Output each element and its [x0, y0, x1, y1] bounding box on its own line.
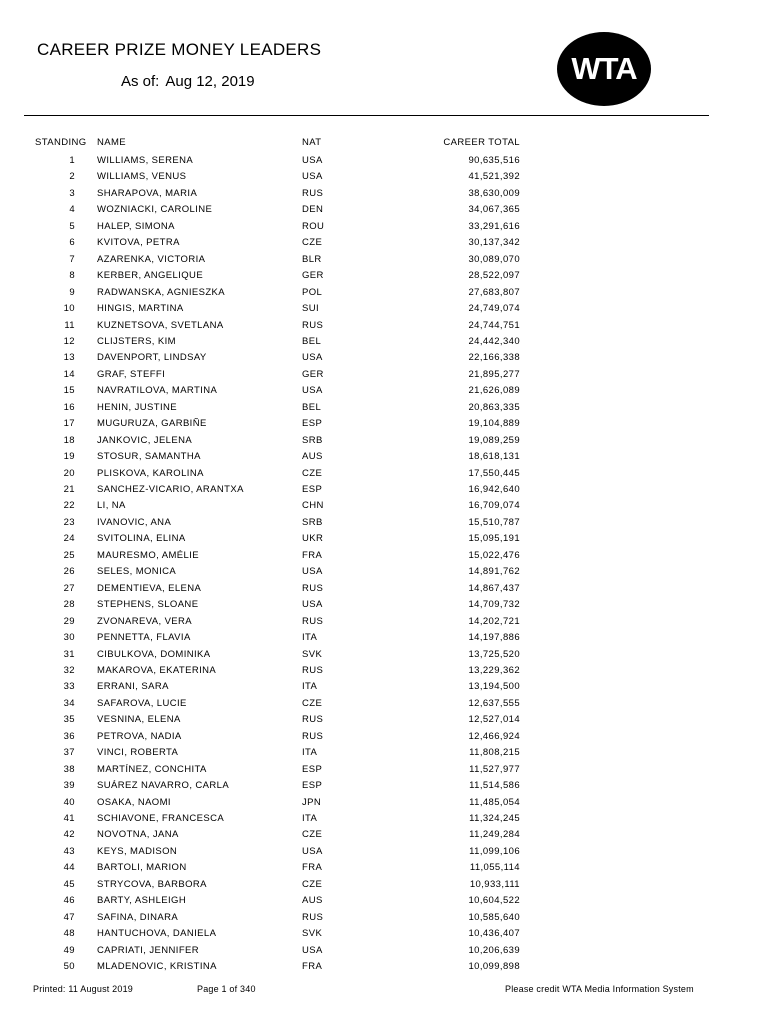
nat-cell: USA	[302, 171, 323, 183]
standing-cell: 37	[63, 747, 75, 759]
name-cell: STRYCOVA, BARBORA	[97, 878, 207, 890]
nat-cell: USA	[302, 944, 323, 956]
standing-cell: 43	[63, 845, 75, 857]
career-total-cell: 34,067,365	[468, 204, 520, 216]
standing-cell: 42	[63, 829, 75, 841]
career-total-cell: 15,510,787	[468, 516, 520, 528]
standing-cell: 9	[69, 286, 75, 298]
name-cell: IVANOVIC, ANA	[97, 516, 172, 528]
career-total-cell: 10,604,522	[468, 895, 520, 907]
name-cell: MLADENOVIC, KRISTINA	[97, 961, 217, 972]
column-headers	[0, 135, 768, 151]
career-total-cell: 11,249,284	[469, 829, 520, 841]
table-row	[0, 449, 768, 465]
nat-cell: ESP	[302, 484, 323, 495]
nat-cell: USA	[302, 352, 323, 364]
nat-cell: RUS	[302, 730, 324, 742]
page-number: Page 1 of 340	[197, 984, 256, 994]
career-total-cell: 24,744,751	[468, 319, 520, 331]
name-cell: DEMENTIEVA, ELENA	[97, 582, 202, 594]
career-total-cell: 41,521,392	[468, 171, 520, 183]
header-divider	[24, 115, 709, 116]
career-total-cell: 12,637,555	[468, 697, 520, 709]
career-total-cell: 28,522,097	[468, 270, 520, 282]
career-total-cell: 10,099,898	[468, 961, 520, 972]
name-cell: NOVOTNA, JANA	[97, 829, 179, 841]
standing-cell: 19	[63, 451, 75, 463]
career-total-cell: 19,089,259	[468, 434, 520, 446]
table-row	[0, 647, 768, 663]
career-total-cell: 24,442,340	[468, 335, 520, 347]
career-total-cell: 11,514,586	[469, 780, 520, 792]
name-cell: DAVENPORT, LINDSAY	[97, 352, 207, 364]
table-row	[0, 795, 768, 811]
career-total-cell: 11,485,054	[469, 796, 520, 808]
nat-cell: ITA	[302, 632, 318, 643]
standing-cell: 38	[63, 763, 75, 775]
career-total-cell: 33,291,616	[468, 220, 520, 232]
standing-cell: 40	[63, 796, 75, 808]
name-cell: CAPRIATI, JENNIFER	[97, 944, 200, 956]
standing-cell: 44	[63, 862, 75, 874]
table-row	[0, 860, 768, 876]
nat-cell: FRA	[302, 549, 323, 561]
standing-cell: 31	[63, 648, 75, 660]
table-row	[0, 581, 768, 597]
name-cell: ZVONAREVA, VERA	[97, 615, 193, 627]
name-cell: OSAKA, NAOMI	[97, 796, 171, 808]
standing-cell: 12	[63, 335, 75, 347]
name-cell: SAFINA, DINARA	[97, 911, 179, 923]
table-row	[0, 548, 768, 564]
table-row	[0, 663, 768, 679]
logo-text: WTA	[571, 51, 637, 86]
name-cell: HANTUCHOVA, DANIELA	[97, 928, 217, 940]
nat-cell: CZE	[302, 467, 323, 479]
career-total-cell: 15,022,476	[468, 549, 520, 561]
as-of-label: As of:	[121, 73, 160, 90]
table-row	[0, 400, 768, 416]
name-cell: WILLIAMS, VENUS	[97, 171, 187, 183]
career-total-cell: 30,137,342	[468, 237, 520, 249]
table-row	[0, 219, 768, 235]
nat-cell: FRA	[302, 961, 323, 972]
standing-cell: 36	[63, 730, 75, 742]
name-cell: HINGIS, MARTINA	[97, 303, 184, 314]
nat-cell: USA	[302, 566, 323, 578]
career-total-cell: 16,709,074	[468, 500, 520, 512]
career-total-cell: 11,099,106	[469, 845, 520, 857]
name-cell: MAURESMO, AMÉLIE	[97, 549, 199, 561]
name-cell: HALEP, SIMONA	[97, 220, 175, 232]
nat-cell: CZE	[302, 878, 323, 890]
standing-cell: 45	[63, 878, 75, 890]
career-total-cell: 30,089,070	[468, 253, 520, 265]
table-row	[0, 466, 768, 482]
name-cell: STEPHENS, SLOANE	[97, 599, 199, 611]
standing-cell: 41	[63, 813, 75, 824]
career-total-cell: 12,527,014	[468, 714, 520, 726]
table-row	[0, 202, 768, 218]
nat-cell: CHN	[302, 500, 324, 512]
name-cell: VESNINA, ELENA	[97, 714, 181, 726]
career-total-cell: 14,197,886	[468, 632, 520, 643]
name-cell: BARTOLI, MARION	[97, 862, 187, 874]
name-cell: VINCI, ROBERTA	[97, 747, 179, 759]
career-total-cell: 20,863,335	[468, 401, 520, 413]
career-total-cell: 14,891,762	[468, 566, 520, 578]
standing-cell: 2	[69, 171, 75, 183]
nat-cell: SRB	[302, 516, 323, 528]
nat-cell: SVK	[302, 648, 323, 660]
standing-cell: 29	[63, 615, 75, 627]
nat-cell: RUS	[302, 319, 324, 331]
table-row	[0, 910, 768, 926]
nat-cell: USA	[302, 599, 323, 611]
career-total-cell: 38,630,009	[468, 187, 520, 199]
table-row	[0, 186, 768, 202]
name-cell: JANKOVIC, JELENA	[97, 434, 193, 446]
table-row	[0, 350, 768, 366]
standing-cell: 6	[69, 237, 75, 249]
career-total-cell: 11,324,245	[469, 813, 520, 824]
career-total-cell: 21,895,277	[468, 368, 520, 380]
table-row	[0, 153, 768, 169]
header-career-total: CAREER TOTAL	[443, 137, 520, 148]
name-cell: SAFAROVA, LUCIE	[97, 697, 187, 709]
standing-cell: 25	[63, 549, 75, 561]
career-total-cell: 13,229,362	[468, 665, 520, 676]
nat-cell: ESP	[302, 780, 323, 792]
career-total-cell: 14,867,437	[468, 582, 520, 594]
standing-cell: 8	[69, 270, 75, 282]
header-name: NAME	[97, 137, 127, 148]
nat-cell: ROU	[302, 220, 325, 232]
nat-cell: UKR	[302, 533, 324, 545]
career-total-cell: 16,942,640	[468, 484, 520, 495]
nat-cell: BEL	[302, 401, 322, 413]
table-row	[0, 416, 768, 432]
nat-cell: CZE	[302, 829, 323, 841]
career-total-cell: 10,933,111	[469, 878, 520, 890]
name-cell: CLIJSTERS, KIM	[97, 335, 176, 347]
nat-cell: ITA	[302, 681, 318, 693]
table-row	[0, 696, 768, 712]
nat-cell: POL	[302, 286, 323, 298]
table-row	[0, 811, 768, 827]
nat-cell: RUS	[302, 615, 324, 627]
name-cell: AZARENKA, VICTORIA	[97, 253, 206, 265]
standing-cell: 27	[63, 582, 75, 594]
nat-cell: SUI	[302, 303, 320, 314]
table-row	[0, 268, 768, 284]
table-row	[0, 367, 768, 383]
table-row	[0, 531, 768, 547]
name-cell: NAVRATILOVA, MARTINA	[97, 385, 218, 397]
table-row	[0, 564, 768, 580]
standing-cell: 33	[63, 681, 75, 693]
nat-cell: USA	[302, 155, 323, 166]
nat-cell: RUS	[302, 911, 324, 923]
career-total-cell: 24,749,074	[468, 303, 520, 314]
standing-cell: 4	[69, 204, 75, 216]
nat-cell: BEL	[302, 335, 322, 347]
standing-cell: 20	[63, 467, 75, 479]
name-cell: STOSUR, SAMANTHA	[97, 451, 201, 463]
standing-cell: 35	[63, 714, 75, 726]
standing-cell: 39	[63, 780, 75, 792]
standing-cell: 24	[63, 533, 75, 545]
standing-cell: 28	[63, 599, 75, 611]
standing-cell: 34	[63, 697, 75, 709]
credit-line: Please credit WTA Media Information System	[505, 984, 694, 994]
name-cell: GRAF, STEFFI	[97, 368, 166, 380]
name-cell: RADWANSKA, AGNIESZKA	[97, 286, 226, 298]
nat-cell: RUS	[302, 714, 324, 726]
header-standing: STANDING	[35, 137, 87, 148]
standing-cell: 15	[63, 385, 75, 397]
printed-date: Printed: 11 August 2019	[33, 984, 134, 994]
wta-logo	[556, 31, 652, 107]
header-nat: NAT	[302, 137, 322, 148]
name-cell: KEYS, MADISON	[97, 845, 178, 857]
standing-cell: 26	[63, 566, 75, 578]
career-total-cell: 12,466,924	[468, 730, 520, 742]
table-row	[0, 614, 768, 630]
standing-cell: 1	[69, 155, 75, 166]
standing-cell: 30	[63, 632, 75, 643]
table-row	[0, 498, 768, 514]
career-total-cell: 27,683,807	[468, 286, 520, 298]
table-row	[0, 943, 768, 959]
table-row	[0, 959, 768, 975]
career-total-cell: 21,626,089	[468, 385, 520, 397]
table-row	[0, 712, 768, 728]
nat-cell: RUS	[302, 187, 324, 199]
table-row	[0, 762, 768, 778]
career-total-cell: 15,095,191	[468, 533, 520, 545]
nat-cell: USA	[302, 385, 323, 397]
nat-cell: FRA	[302, 862, 323, 874]
nat-cell: ESP	[302, 418, 323, 430]
standing-cell: 10	[63, 303, 75, 314]
nat-cell: RUS	[302, 665, 324, 676]
name-cell: WOZNIACKI, CAROLINE	[97, 204, 213, 216]
nat-cell: AUS	[302, 451, 323, 463]
career-total-cell: 14,202,721	[468, 615, 520, 627]
standing-cell: 23	[63, 516, 75, 528]
name-cell: SELES, MONICA	[97, 566, 177, 578]
standing-cell: 48	[63, 928, 75, 940]
career-total-cell: 17,550,445	[468, 467, 520, 479]
career-total-cell: 22,166,338	[468, 352, 520, 364]
career-total-cell: 10,206,639	[468, 944, 520, 956]
table-row	[0, 334, 768, 350]
standing-cell: 21	[63, 484, 75, 495]
standing-cell: 7	[69, 253, 75, 265]
table-row	[0, 235, 768, 251]
table-row	[0, 482, 768, 498]
table-row	[0, 893, 768, 909]
standing-cell: 50	[63, 961, 75, 972]
nat-cell: JPN	[302, 796, 322, 808]
name-cell: MARTÍNEZ, CONCHITA	[97, 763, 207, 775]
career-total-cell: 11,055,114	[469, 862, 520, 874]
table-row	[0, 630, 768, 646]
name-cell: LI, NA	[97, 500, 126, 512]
name-cell: BARTY, ASHLEIGH	[97, 895, 187, 907]
standing-cell: 17	[63, 418, 75, 430]
standing-cell: 18	[63, 434, 75, 446]
table-row	[0, 169, 768, 185]
nat-cell: DEN	[302, 204, 324, 216]
table-row	[0, 318, 768, 334]
as-of-line	[121, 73, 255, 90]
table-row	[0, 285, 768, 301]
name-cell: KVITOVA, PETRA	[97, 237, 180, 249]
nat-cell: GER	[302, 270, 324, 282]
nat-cell: BLR	[302, 253, 322, 265]
career-total-cell: 14,709,732	[468, 599, 520, 611]
career-total-cell: 90,635,516	[468, 155, 520, 166]
standing-cell: 5	[69, 220, 75, 232]
nat-cell: ITA	[302, 813, 318, 824]
career-total-cell: 10,585,640	[468, 911, 520, 923]
table-row	[0, 844, 768, 860]
standing-cell: 49	[63, 944, 75, 956]
standing-cell: 47	[63, 911, 75, 923]
name-cell: PETROVA, NADIA	[97, 730, 182, 742]
standing-cell: 13	[63, 352, 75, 364]
table-row	[0, 252, 768, 268]
table-row	[0, 926, 768, 942]
career-total-cell: 19,104,889	[468, 418, 520, 430]
nat-cell: ESP	[302, 763, 323, 775]
name-cell: SUÁREZ NAVARRO, CARLA	[97, 780, 230, 792]
table-row	[0, 729, 768, 745]
career-total-cell: 13,725,520	[468, 648, 520, 660]
nat-cell: AUS	[302, 895, 323, 907]
nat-cell: RUS	[302, 582, 324, 594]
table-row	[0, 827, 768, 843]
nat-cell: GER	[302, 368, 324, 380]
career-total-cell: 11,527,977	[469, 763, 520, 775]
nat-cell: USA	[302, 845, 323, 857]
name-cell: HENIN, JUSTINE	[97, 401, 178, 413]
nat-cell: SRB	[302, 434, 323, 446]
table-row	[0, 745, 768, 761]
name-cell: SHARAPOVA, MARIA	[97, 187, 198, 199]
nat-cell: CZE	[302, 237, 323, 249]
table-row	[0, 778, 768, 794]
standing-cell: 16	[63, 401, 75, 413]
name-cell: KERBER, ANGELIQUE	[97, 270, 204, 282]
name-cell: SANCHEZ-VICARIO, ARANTXA	[97, 484, 244, 495]
table-row	[0, 383, 768, 399]
table-row	[0, 301, 768, 317]
name-cell: SVITOLINA, ELINA	[97, 533, 186, 545]
name-cell: MAKAROVA, EKATERINA	[97, 665, 217, 676]
nat-cell: CZE	[302, 697, 323, 709]
standing-cell: 14	[63, 368, 75, 380]
standing-cell: 11	[64, 319, 75, 331]
career-total-cell: 13,194,500	[468, 681, 520, 693]
as-of-date: Aug 12, 2019	[165, 73, 255, 90]
name-cell: PENNETTA, FLAVIA	[97, 632, 191, 643]
career-total-cell: 18,618,131	[468, 451, 520, 463]
standing-cell: 22	[63, 500, 75, 512]
page-title: CAREER PRIZE MONEY LEADERS	[37, 40, 322, 59]
name-cell: KUZNETSOVA, SVETLANA	[97, 319, 224, 331]
standing-cell: 3	[69, 187, 75, 199]
standing-cell: 46	[63, 895, 75, 907]
name-cell: MUGURUZA, GARBIÑE	[97, 418, 207, 430]
table-row	[0, 877, 768, 893]
career-total-cell: 10,436,407	[468, 928, 520, 940]
name-cell: WILLIAMS, SERENA	[97, 155, 194, 166]
table-row	[0, 597, 768, 613]
nat-cell: ITA	[302, 747, 318, 759]
name-cell: ERRANI, SARA	[97, 681, 169, 693]
table-row	[0, 433, 768, 449]
table-row	[0, 515, 768, 531]
career-total-cell: 11,808,215	[469, 747, 520, 759]
table-row	[0, 679, 768, 695]
name-cell: SCHIAVONE, FRANCESCA	[97, 813, 225, 824]
name-cell: PLISKOVA, KAROLINA	[97, 467, 204, 479]
nat-cell: SVK	[302, 928, 323, 940]
standing-cell: 32	[63, 665, 75, 676]
name-cell: CIBULKOVA, DOMINIKA	[97, 648, 211, 660]
